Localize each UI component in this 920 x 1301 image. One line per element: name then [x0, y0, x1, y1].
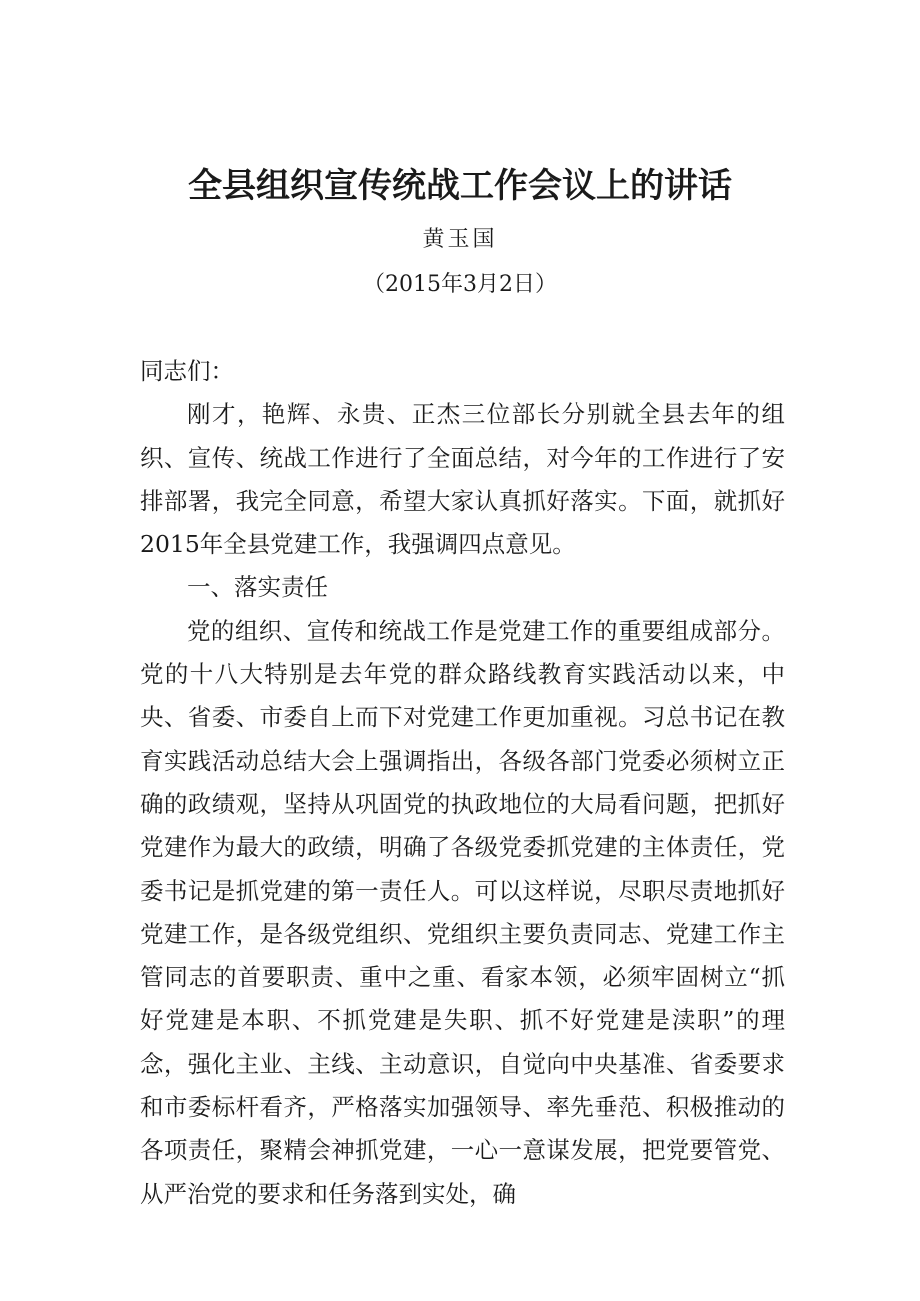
paragraph-body: 党的组织、宣传和统战工作是党建工作的重要组成部分。党的十八大特别是去年党的群众路线教育实践活动以来，中央、省委、市委自上而下对党建工作更加重视。习总书记在教育实践活动总结大会上强调指出，各级各部门党委必须树立正确的政绩观，坚持从巩固党的执政地位的大局看问题，把抓好党建作为最大的政绩，明确了各级党委抓党建的主体责任，党委书记是抓党建的第一责任人。可以这样说，尽职尽责地抓好党建工作，是各级党组织、党组织主要负责同志、党建工作主管同志的首要职责、重中之重、看家本领，必须牢固树立“抓好党建是本职、不抓党建是失职、抓不好党建是渎职”的理念，强化主业、主线、主动意识，自觉向中央基准、省委要求和市委标杆看齐，严格落实加强领导、率先垂范、积极推动的各项责任，聚精会神抓党建，一心一意谋发展，把党要管党、从严治党的要求和任务落到实处，确	[140, 616, 785, 1208]
author-name: 黄玉国	[422, 227, 498, 252]
salutation: 同志们：	[140, 357, 234, 385]
document-body	[140, 350, 785, 1216]
paragraph-intro: 刚才，艳辉、永贵、正杰三位部长分别就全县去年的组织、宣传、统战工作进行了全面总结，对今年的工作进行了安排部署，我完全同意，希望大家认真抓好落实。下面，就抓好2015年全县党建工作，我强调四点意见。	[140, 400, 785, 559]
section-heading: 一、落实责任	[187, 573, 328, 602]
document-title: 全县组织宣传统战工作会议上的讲话	[188, 166, 732, 206]
speech-date: （2015年3月2日）	[363, 272, 557, 297]
